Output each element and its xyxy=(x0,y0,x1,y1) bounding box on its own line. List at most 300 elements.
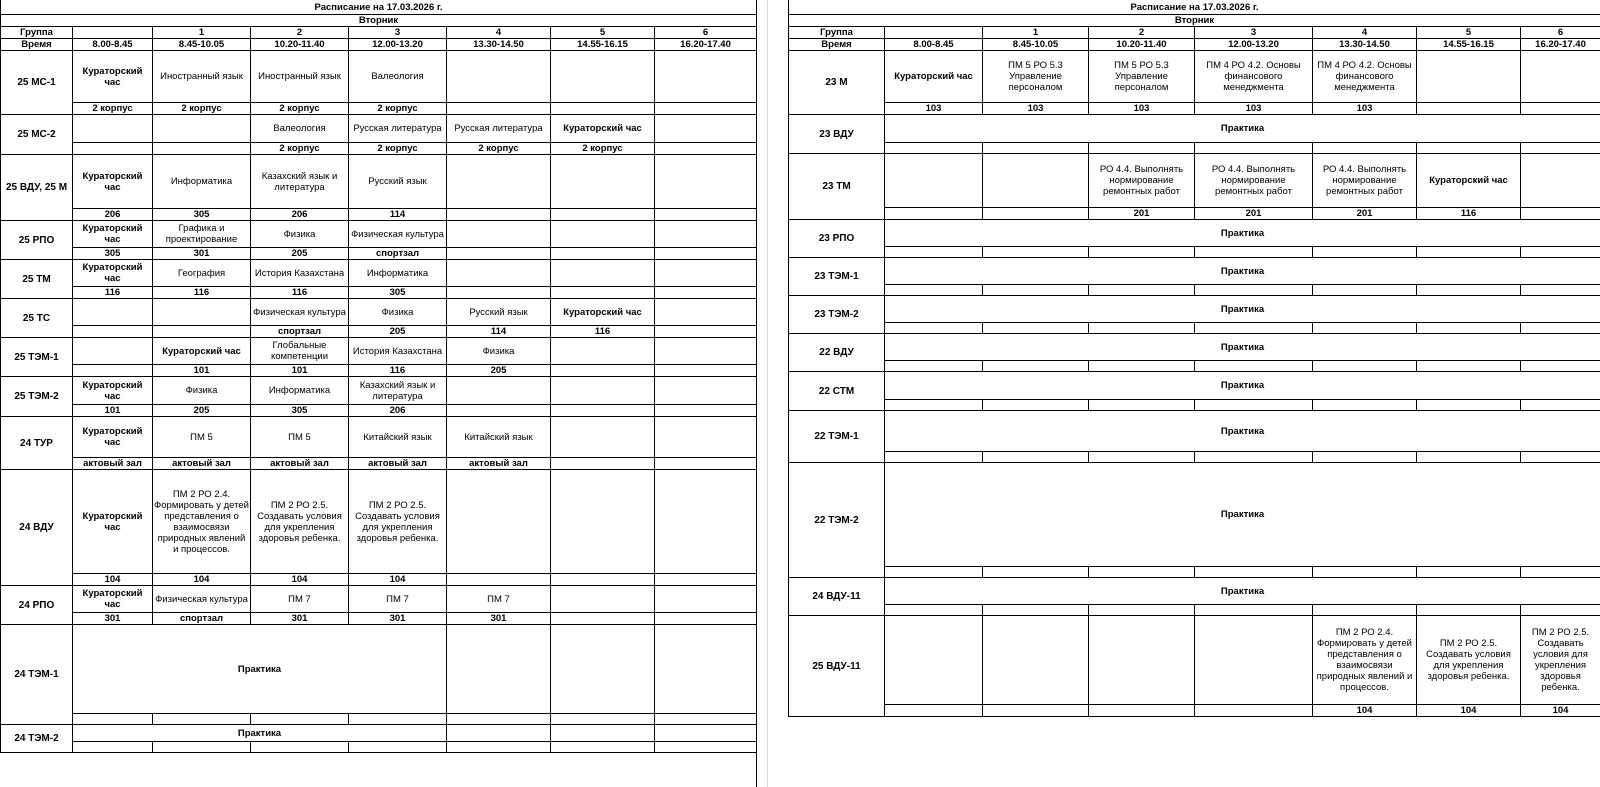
room-cell xyxy=(983,323,1089,334)
room-row xyxy=(789,247,1600,258)
subject-cell xyxy=(655,299,757,326)
room-cell: 2 корпус xyxy=(251,143,349,155)
group-row xyxy=(789,115,1600,143)
room-cell xyxy=(73,143,153,155)
subject-cell xyxy=(1089,616,1195,705)
room-cell xyxy=(349,714,447,725)
time-slot: 14.55-16.15 xyxy=(1417,39,1521,51)
pair-number: 1 xyxy=(153,27,251,39)
practice-label: Практика xyxy=(885,372,1600,400)
room-cell xyxy=(1313,452,1417,463)
room-cell xyxy=(551,287,655,299)
room-cell xyxy=(447,405,551,417)
subject-cell: РО 4.4. Выполнять нормирование ремонтных работ xyxy=(1089,154,1195,208)
room-cell xyxy=(251,714,349,725)
group-row xyxy=(789,616,1600,705)
subject-cell: ПМ 7 xyxy=(447,586,551,613)
room-cell: 305 xyxy=(73,248,153,260)
room-cell: 103 xyxy=(1195,103,1313,115)
subject-cell xyxy=(983,154,1089,208)
empty-cell xyxy=(447,725,551,742)
time-slot: 16.20-17.40 xyxy=(1521,39,1600,51)
room-cell: 201 xyxy=(1089,208,1195,220)
time-header: Время xyxy=(789,39,885,51)
room-cell: 301 xyxy=(73,613,153,625)
room-cell xyxy=(1195,400,1313,411)
practice-label: Практика xyxy=(885,220,1600,247)
room-cell xyxy=(551,574,655,586)
group-name: 23 М xyxy=(789,51,885,115)
schedule-table xyxy=(0,0,757,753)
room-cell xyxy=(983,247,1089,258)
room-cell: актовый зал xyxy=(349,458,447,470)
room-cell xyxy=(1521,208,1600,220)
room-cell xyxy=(447,574,551,586)
room-cell xyxy=(983,567,1089,578)
room-cell xyxy=(1195,567,1313,578)
pair-number xyxy=(73,27,153,39)
subject-cell xyxy=(885,616,983,705)
pair-number xyxy=(885,27,983,39)
room-cell xyxy=(1417,103,1521,115)
subject-cell xyxy=(551,586,655,613)
group-name: 22 ВДУ xyxy=(789,334,885,372)
time-slot: 13.30-14.50 xyxy=(447,39,551,51)
room-cell xyxy=(885,285,983,296)
room-cell: актовый зал xyxy=(153,458,251,470)
subject-cell: Кураторский час xyxy=(73,470,153,574)
group-row xyxy=(1,417,757,458)
room-row xyxy=(1,103,757,115)
room-cell: 104 xyxy=(349,574,447,586)
room-row xyxy=(1,714,757,725)
room-cell xyxy=(1313,567,1417,578)
subject-cell: Физическая культура xyxy=(251,299,349,326)
room-cell xyxy=(983,452,1089,463)
subject-cell xyxy=(1195,616,1313,705)
group-row xyxy=(1,155,757,209)
group-row xyxy=(1,338,757,365)
subject-cell xyxy=(983,616,1089,705)
room-cell xyxy=(655,103,757,115)
subject-cell: ПМ 2 РО 2.4. Формировать у детей представления о взаимосвязи природных явлений и процессов. xyxy=(1313,616,1417,705)
schedule-table xyxy=(788,0,1600,717)
empty-cell xyxy=(551,625,655,714)
room-cell xyxy=(655,248,757,260)
room-cell xyxy=(251,742,349,753)
room-cell xyxy=(1195,361,1313,372)
room-cell xyxy=(153,326,251,338)
room-cell xyxy=(655,326,757,338)
pair-number: 1 xyxy=(983,27,1089,39)
room-row xyxy=(789,705,1600,717)
subject-cell: Иностранный язык xyxy=(153,51,251,103)
subject-cell: Графика и проектирование xyxy=(153,221,251,248)
room-row xyxy=(789,400,1600,411)
group-name: 24 ТЭМ-1 xyxy=(1,625,73,725)
group-row xyxy=(789,463,1600,567)
subject-cell: Кураторский час xyxy=(73,417,153,458)
subject-cell: Кураторский час xyxy=(73,221,153,248)
subject-cell xyxy=(655,155,757,209)
room-cell: 116 xyxy=(551,326,655,338)
subject-cell: Физика xyxy=(153,377,251,405)
room-cell xyxy=(1089,452,1195,463)
room-cell xyxy=(1417,323,1521,334)
subject-cell: Физика xyxy=(251,221,349,248)
room-cell xyxy=(1521,567,1600,578)
group-name: 22 ТЭМ-1 xyxy=(789,411,885,463)
room-cell xyxy=(885,323,983,334)
room-cell xyxy=(1313,323,1417,334)
room-row xyxy=(789,361,1600,372)
subject-cell xyxy=(551,51,655,103)
subject-cell: Кураторский час xyxy=(73,51,153,103)
room-row xyxy=(1,365,757,377)
subject-cell: Кураторский час xyxy=(885,51,983,103)
room-cell xyxy=(655,143,757,155)
room-row xyxy=(789,452,1600,463)
room-cell xyxy=(1089,323,1195,334)
room-cell xyxy=(551,248,655,260)
subject-cell: Кураторский час xyxy=(1417,154,1521,208)
room-cell: 104 xyxy=(1417,705,1521,717)
room-cell xyxy=(551,742,655,753)
room-cell xyxy=(655,405,757,417)
subject-cell xyxy=(655,260,757,287)
room-cell: 301 xyxy=(153,248,251,260)
room-cell xyxy=(1417,247,1521,258)
subject-cell xyxy=(551,417,655,458)
practice-label: Практика xyxy=(885,296,1600,323)
room-row xyxy=(789,605,1600,616)
time-slot: 8.45-10.05 xyxy=(153,39,251,51)
room-row xyxy=(1,326,757,338)
group-row xyxy=(789,51,1600,103)
room-cell xyxy=(447,248,551,260)
room-cell: 301 xyxy=(349,613,447,625)
room-cell xyxy=(551,714,655,725)
room-cell xyxy=(1195,247,1313,258)
group-name: 25 ТМ xyxy=(1,260,73,299)
subject-cell: Кураторский час xyxy=(153,338,251,365)
room-cell: 205 xyxy=(349,326,447,338)
group-header: Группа xyxy=(1,27,73,39)
room-cell xyxy=(1195,323,1313,334)
room-cell: 205 xyxy=(447,365,551,377)
room-cell xyxy=(551,405,655,417)
room-cell xyxy=(447,103,551,115)
room-cell: 201 xyxy=(1195,208,1313,220)
subject-cell xyxy=(1521,51,1600,103)
room-cell: 301 xyxy=(447,613,551,625)
group-name: 23 ТЭМ-1 xyxy=(789,258,885,296)
room-cell xyxy=(655,287,757,299)
room-cell xyxy=(1521,605,1600,616)
room-cell xyxy=(551,613,655,625)
subject-cell: Китайский язык xyxy=(447,417,551,458)
room-cell xyxy=(153,714,251,725)
room-cell xyxy=(655,365,757,377)
room-cell xyxy=(983,605,1089,616)
subject-cell: Физика xyxy=(349,299,447,326)
group-row xyxy=(789,296,1600,323)
subject-cell xyxy=(153,299,251,326)
room-cell xyxy=(1521,285,1600,296)
subject-cell xyxy=(73,338,153,365)
room-cell xyxy=(1089,705,1195,717)
subject-cell xyxy=(551,470,655,574)
subject-cell: Кураторский час xyxy=(551,299,655,326)
room-cell: актовый зал xyxy=(447,458,551,470)
room-cell xyxy=(447,742,551,753)
room-cell xyxy=(885,400,983,411)
group-row xyxy=(1,377,757,405)
room-cell: спортзал xyxy=(251,326,349,338)
room-cell xyxy=(1089,567,1195,578)
room-cell: 305 xyxy=(349,287,447,299)
group-name: 23 РПО xyxy=(789,220,885,258)
subject-cell: Валеология xyxy=(251,115,349,143)
subject-cell xyxy=(655,221,757,248)
time-slot: 16.20-17.40 xyxy=(655,39,757,51)
subject-cell: География xyxy=(153,260,251,287)
room-cell: 2 корпус xyxy=(73,103,153,115)
empty-cell xyxy=(655,625,757,714)
subject-cell: ПМ 4 РО 4.2. Основы финансового менеджмента xyxy=(1313,51,1417,103)
room-cell: 104 xyxy=(251,574,349,586)
time-slot: 10.20-11.40 xyxy=(251,39,349,51)
time-header: Время xyxy=(1,39,73,51)
pair-number: 3 xyxy=(349,27,447,39)
time-slot: 8.45-10.05 xyxy=(983,39,1089,51)
subject-cell xyxy=(655,51,757,103)
room-cell xyxy=(1521,400,1600,411)
room-cell xyxy=(1417,361,1521,372)
subject-cell: ПМ 5 xyxy=(251,417,349,458)
subject-cell: ПМ 7 xyxy=(251,586,349,613)
room-cell xyxy=(1195,605,1313,616)
subject-cell xyxy=(447,221,551,248)
room-cell xyxy=(1089,361,1195,372)
room-cell xyxy=(349,742,447,753)
room-cell xyxy=(73,326,153,338)
time-slot: 13.30-14.50 xyxy=(1313,39,1417,51)
room-cell: актовый зал xyxy=(251,458,349,470)
room-cell xyxy=(447,714,551,725)
subject-cell xyxy=(655,586,757,613)
subject-cell xyxy=(73,115,153,143)
room-cell: 104 xyxy=(1313,705,1417,717)
subject-cell xyxy=(447,51,551,103)
subject-cell: РО 4.4. Выполнять нормирование ремонтных работ xyxy=(1313,154,1417,208)
room-cell: 103 xyxy=(983,103,1089,115)
room-row xyxy=(1,405,757,417)
room-cell xyxy=(1313,605,1417,616)
subject-cell: ПМ 2 РО 2.5. Создавать условия для укрепления здоровья ребенка. xyxy=(1521,616,1600,705)
room-row xyxy=(789,285,1600,296)
group-row xyxy=(1,299,757,326)
subject-cell: Кураторский час xyxy=(551,115,655,143)
group-row xyxy=(1,115,757,143)
group-name: 24 ВДУ-11 xyxy=(789,578,885,616)
group-row xyxy=(789,372,1600,400)
group-name: 25 ТС xyxy=(1,299,73,338)
room-cell: 2 корпус xyxy=(153,103,251,115)
time-slot: 12.00-13.20 xyxy=(1195,39,1313,51)
room-cell xyxy=(655,574,757,586)
room-cell xyxy=(73,365,153,377)
room-cell xyxy=(885,361,983,372)
pair-number: 4 xyxy=(447,27,551,39)
group-row xyxy=(1,51,757,103)
room-row xyxy=(1,458,757,470)
day-label: Вторник xyxy=(789,15,1600,27)
subject-cell: Физическая культура xyxy=(349,221,447,248)
room-cell xyxy=(1417,400,1521,411)
subject-cell xyxy=(551,377,655,405)
room-cell xyxy=(1089,400,1195,411)
room-cell xyxy=(983,143,1089,154)
subject-cell xyxy=(447,155,551,209)
room-cell xyxy=(655,742,757,753)
schedule-sheet-left xyxy=(0,0,756,753)
room-cell xyxy=(983,705,1089,717)
group-name: 25 ТЭМ-1 xyxy=(1,338,73,377)
group-row xyxy=(789,258,1600,285)
room-cell: 116 xyxy=(73,287,153,299)
subject-cell: ПМ 2 РО 2.5. Создавать условия для укрепления здоровья ребенка. xyxy=(1417,616,1521,705)
room-cell xyxy=(885,452,983,463)
time-slot: 12.00-13.20 xyxy=(349,39,447,51)
room-row xyxy=(1,209,757,221)
time-slot: 8.00-8.45 xyxy=(73,39,153,51)
subject-cell: ПМ 5 xyxy=(153,417,251,458)
subject-cell: Китайский язык xyxy=(349,417,447,458)
subject-cell xyxy=(551,338,655,365)
room-cell: 116 xyxy=(251,287,349,299)
pair-number: 6 xyxy=(655,27,757,39)
room-cell: 301 xyxy=(251,613,349,625)
practice-label: Практика xyxy=(885,411,1600,452)
room-row xyxy=(1,574,757,586)
subject-cell: Кураторский час xyxy=(73,155,153,209)
room-cell xyxy=(983,208,1089,220)
group-name: 25 ВДУ-11 xyxy=(789,616,885,717)
room-cell xyxy=(1417,567,1521,578)
room-cell xyxy=(1313,361,1417,372)
room-cell xyxy=(1313,400,1417,411)
room-row xyxy=(789,103,1600,115)
subject-cell xyxy=(885,154,983,208)
subject-cell: Информатика xyxy=(349,260,447,287)
group-name: 22 ТЭМ-2 xyxy=(789,463,885,578)
day-label: Вторник xyxy=(1,15,757,27)
room-cell: 104 xyxy=(1521,705,1600,717)
room-cell xyxy=(551,209,655,221)
subject-cell: Физическая культура xyxy=(153,586,251,613)
room-cell xyxy=(1521,103,1600,115)
subject-cell: Валеология xyxy=(349,51,447,103)
room-cell: 103 xyxy=(885,103,983,115)
room-cell xyxy=(153,143,251,155)
sheet-divider xyxy=(756,0,788,787)
room-cell: 104 xyxy=(73,574,153,586)
group-row xyxy=(1,470,757,574)
room-cell: 206 xyxy=(349,405,447,417)
subject-cell: Русская литература xyxy=(447,115,551,143)
subject-cell xyxy=(73,299,153,326)
subject-cell xyxy=(655,338,757,365)
group-name: 25 МС-2 xyxy=(1,115,73,155)
room-cell xyxy=(655,458,757,470)
pair-number: 2 xyxy=(1089,27,1195,39)
room-cell xyxy=(655,209,757,221)
room-cell xyxy=(153,742,251,753)
practice-label: Практика xyxy=(885,334,1600,361)
subject-cell: Казахский язык и литература xyxy=(251,155,349,209)
room-row xyxy=(1,742,757,753)
room-cell xyxy=(983,285,1089,296)
room-row xyxy=(1,248,757,260)
room-cell xyxy=(551,103,655,115)
subject-cell: Кураторский час xyxy=(73,586,153,613)
practice-label: Практика xyxy=(885,115,1600,143)
room-cell xyxy=(885,208,983,220)
room-cell xyxy=(1195,143,1313,154)
time-slot: 14.55-16.15 xyxy=(551,39,655,51)
subject-cell: Физика xyxy=(447,338,551,365)
group-row xyxy=(1,725,757,742)
room-cell: 205 xyxy=(153,405,251,417)
room-cell xyxy=(1195,452,1313,463)
subject-cell xyxy=(551,260,655,287)
practice-label: Практика xyxy=(885,463,1600,567)
pair-number: 5 xyxy=(1417,27,1521,39)
group-row xyxy=(1,221,757,248)
room-cell xyxy=(1521,247,1600,258)
subject-cell xyxy=(447,377,551,405)
room-cell xyxy=(447,209,551,221)
practice-label: Практика xyxy=(73,725,447,742)
room-row xyxy=(789,567,1600,578)
pair-number: 5 xyxy=(551,27,655,39)
room-cell xyxy=(885,605,983,616)
time-slot: 8.00-8.45 xyxy=(885,39,983,51)
group-row xyxy=(789,334,1600,361)
group-row xyxy=(789,154,1600,208)
subject-cell: Русская литература xyxy=(349,115,447,143)
room-cell xyxy=(1089,247,1195,258)
empty-cell xyxy=(551,725,655,742)
room-cell xyxy=(1521,361,1600,372)
subject-cell xyxy=(447,260,551,287)
time-slot: 10.20-11.40 xyxy=(1089,39,1195,51)
room-cell: 206 xyxy=(73,209,153,221)
room-cell: 305 xyxy=(153,209,251,221)
room-cell xyxy=(1417,285,1521,296)
subject-cell: Информатика xyxy=(251,377,349,405)
room-cell: 116 xyxy=(153,287,251,299)
room-cell xyxy=(983,400,1089,411)
group-header: Группа xyxy=(789,27,885,39)
room-cell: 116 xyxy=(349,365,447,377)
subject-cell: Кураторский час xyxy=(73,260,153,287)
room-cell xyxy=(73,714,153,725)
room-cell: 104 xyxy=(153,574,251,586)
subject-cell xyxy=(655,115,757,143)
room-cell: 114 xyxy=(349,209,447,221)
